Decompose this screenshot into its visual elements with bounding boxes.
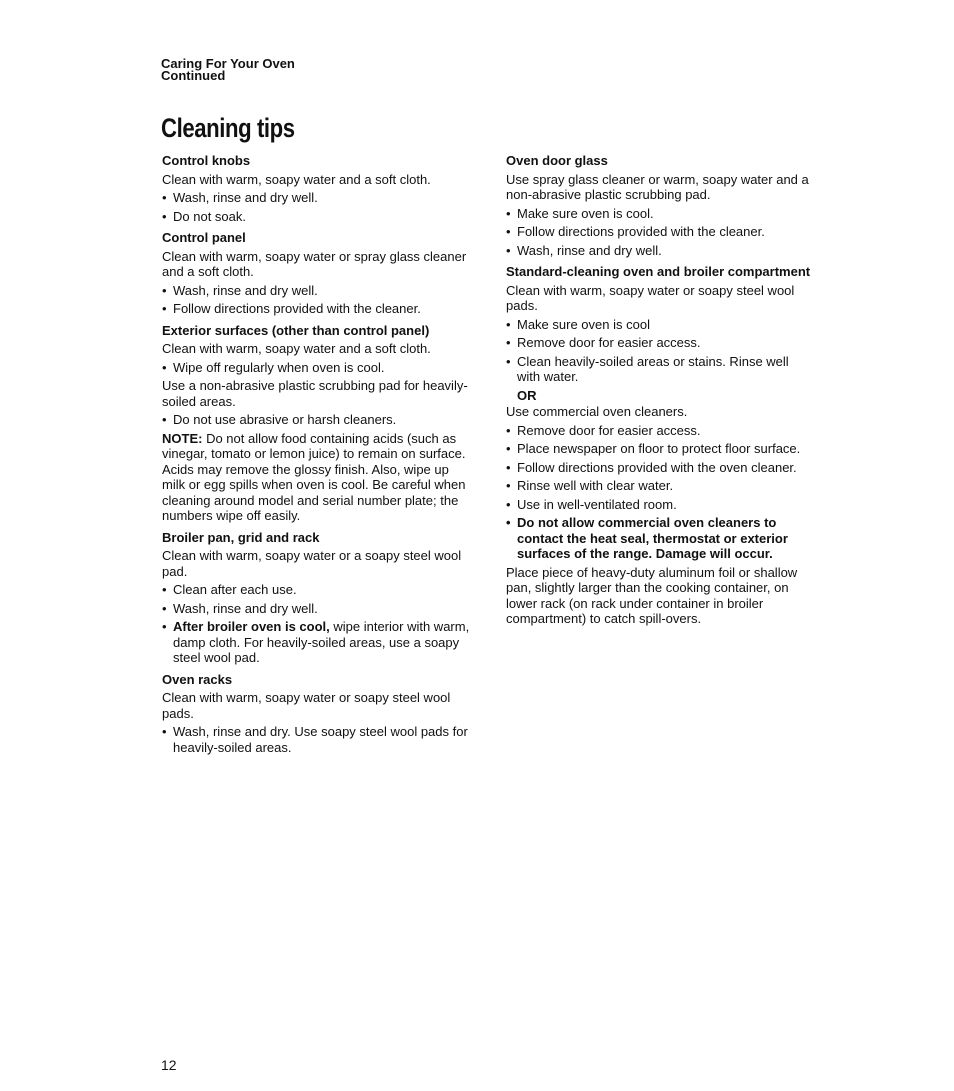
bullet-list (162, 360, 474, 376)
list-item: • Remove door for easier access. (506, 335, 811, 351)
section-header (161, 58, 295, 82)
list-item: • Make sure oven is cool (506, 317, 811, 333)
section-text: Clean with warm, soapy water or soapy steel wool pads. (162, 690, 451, 721)
bullet-list (506, 423, 811, 562)
list-item (162, 619, 474, 666)
list-item: • Make sure oven is cool. (506, 206, 811, 222)
item-text: wipe interior with warm, damp cloth. For heavily-soiled areas, use a soapy steel wool pad. (173, 619, 470, 665)
exterior-surfaces-section (162, 323, 474, 524)
list-item: • Clean after each use. (162, 582, 474, 598)
list-item: • Do not use abrasive or harsh cleaners. (162, 412, 474, 428)
list-item: • Follow directions provided with the oven cleaner. (506, 460, 811, 476)
list-item: • Wash, rinse and dry well. (506, 243, 811, 259)
section-text: Use spray glass cleaner or warm, soapy water and a non-abrasive plastic scrubbing pad. (506, 171, 809, 202)
section-heading: Control panel (162, 230, 246, 245)
oven-racks-section (162, 672, 474, 756)
list-item: • Place newspaper on floor to protect floor surface. (506, 441, 811, 457)
standard-cleaning-section (506, 264, 811, 627)
left-column (162, 153, 474, 761)
list-item: • Use in well-ventilated room. (506, 497, 811, 513)
section-text: Clean with warm, soapy water and a soft cloth. (162, 171, 431, 187)
section-text: Clean with warm, soapy water and a soft cloth. (162, 341, 431, 356)
bullet-list (162, 190, 474, 224)
header-title: Caring For Your Oven (161, 56, 295, 71)
section-heading: Control knobs (162, 153, 251, 168)
page-title: Cleaning tips (161, 113, 295, 143)
broiler-section (162, 530, 474, 666)
list-item: • Wash, rinse and dry. Use soapy steel wool pads for heavily-soiled areas. (162, 724, 474, 755)
bullet-list (162, 724, 474, 755)
section-heading: Broiler pan, grid and rack (162, 529, 320, 545)
section-text: Clean with warm, soapy water or soapy steel wool pads. (506, 282, 795, 313)
note-text: Do not allow food containing acids (such as vinegar, tomato or lemon juice) to remain on surface. Acids may remove the glossy finish. Also, wipe up milk or egg spills when oven is cool. Be careful when cleaning around model and serial number plate; the numbers wipe off easily. (162, 430, 466, 523)
list-item: • Remove door for easier access. (506, 423, 811, 439)
list-item: • Do not soak. (162, 209, 474, 225)
bullet-list (506, 206, 811, 259)
note-label: NOTE: (162, 430, 203, 446)
warning-item: • Do not allow commercial oven cleaners to contact the heat seal, thermostat or exterior surfaces of the range. Damage will occur. (506, 515, 811, 562)
section-text: Clean with warm, soapy water or spray glass cleaner and a soft cloth. (162, 248, 467, 279)
bullet-list (162, 582, 474, 666)
page-number: 12 (161, 1057, 177, 1073)
control-knobs-section (162, 153, 474, 224)
list-item: • Follow directions provided with the cleaner. (506, 224, 811, 240)
section-text: Use commercial oven cleaners. (506, 404, 688, 419)
note (162, 431, 474, 524)
right-column (506, 153, 811, 633)
section-heading: Exterior surfaces (other than control panel) (162, 322, 430, 338)
bullet-list (162, 283, 474, 317)
header-subtitle: Continued (161, 68, 226, 83)
list-item: • Wash, rinse and dry well. (162, 601, 474, 617)
section-text: Use a non-abrasive plastic scrubbing pad for heavily-soiled areas. (162, 378, 468, 409)
bullet-list (506, 317, 811, 385)
section-heading: Standard-cleaning oven and broiler compartment (506, 264, 811, 279)
or-separator: OR (517, 387, 537, 403)
list-item: • Rinse well with clear water. (506, 478, 811, 494)
list-item: • Clean heavily-soiled areas or stains. Rinse well with water. (506, 354, 811, 385)
control-panel-section (162, 230, 474, 317)
oven-door-glass-section (506, 153, 811, 258)
bold-lead: After broiler oven is cool, (173, 619, 330, 634)
section-heading: Oven racks (162, 671, 233, 687)
section-text: Place piece of heavy-duty aluminum foil or shallow pan, slightly larger than the cooking container, on lower rack (on rack under container in broiler compartment) to catch spill-overs. (506, 564, 798, 626)
list-item: • Wash, rinse and dry well. (162, 283, 474, 299)
list-item: • Wipe off regularly when oven is cool. (162, 360, 474, 376)
section-heading: Oven door glass (506, 153, 608, 168)
list-item: • Wash, rinse and dry well. (162, 190, 474, 206)
section-text: Clean with warm, soapy water or a soapy steel wool pad. (162, 548, 462, 579)
bullet-list (162, 412, 474, 428)
list-item: • Follow directions provided with the cleaner. (162, 301, 474, 317)
